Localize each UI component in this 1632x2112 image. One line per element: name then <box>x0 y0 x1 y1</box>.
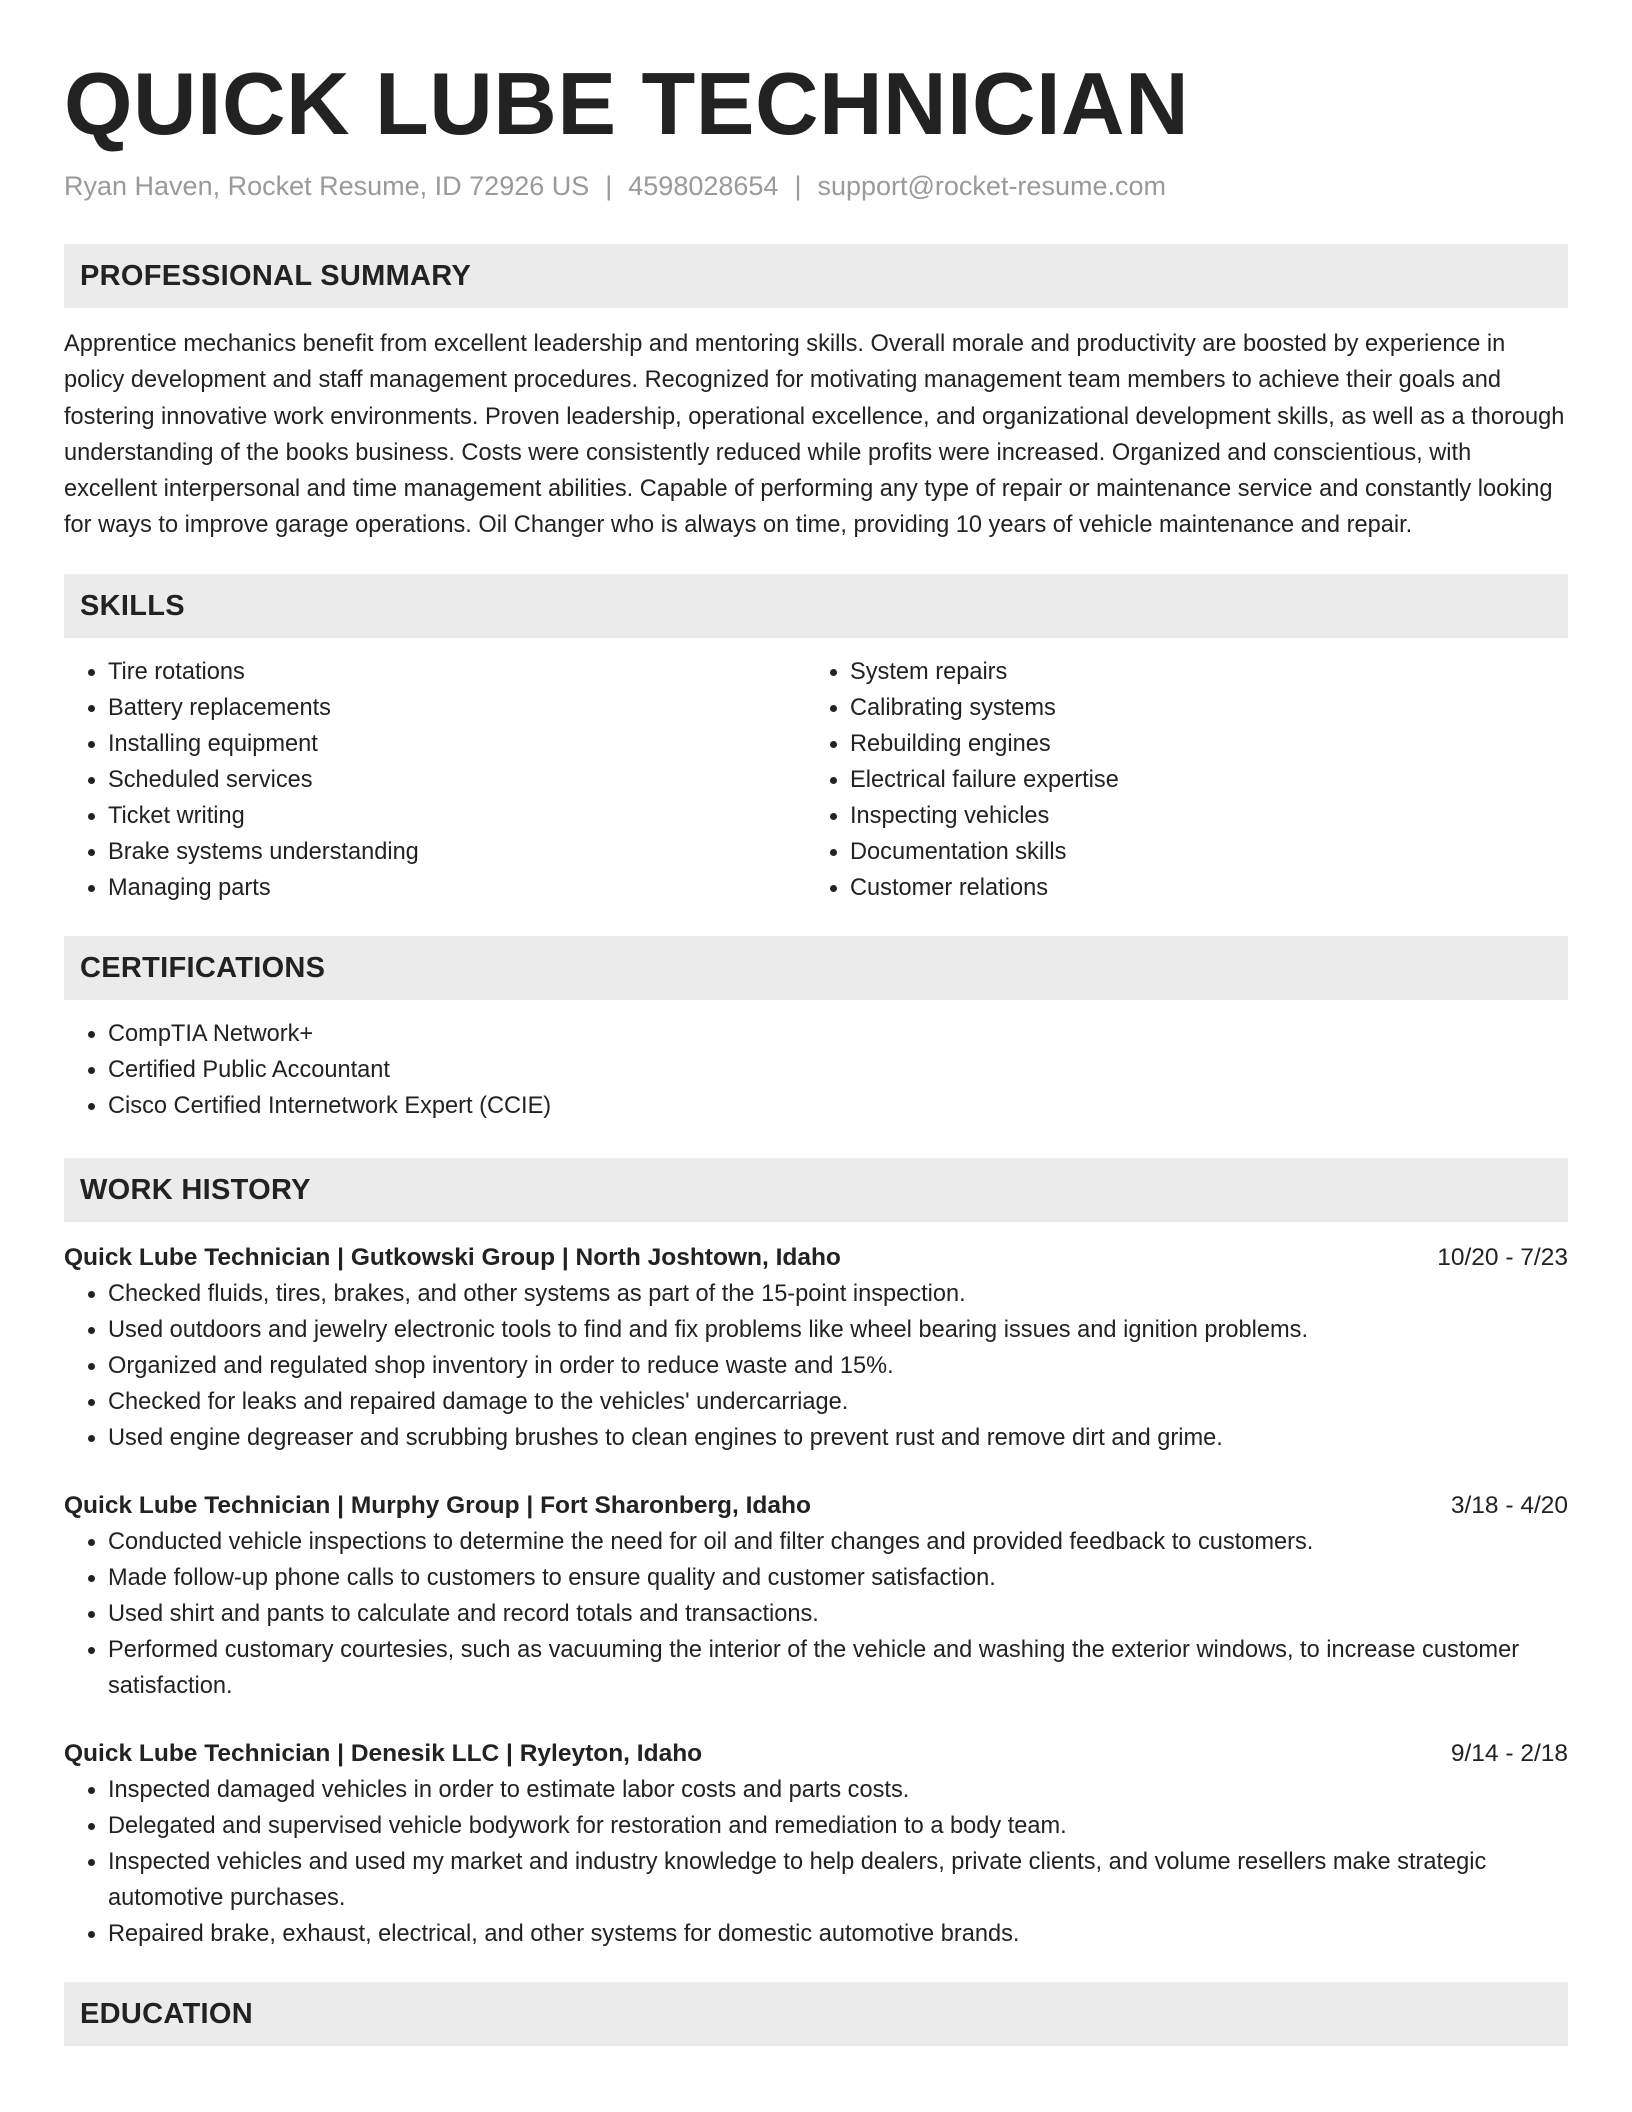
contact-line <box>64 168 1568 204</box>
job-bullet: • Inspected damaged vehicles in order to estimate labor costs and parts costs. <box>108 1772 1568 1808</box>
contact-separator: | <box>794 171 802 201</box>
contact-phone: 4598028654 <box>628 171 779 201</box>
skills-heading: SKILLS <box>64 574 1568 638</box>
work-history-heading: WORK HISTORY <box>64 1158 1568 1222</box>
certifications-heading: CERTIFICATIONS <box>64 936 1568 1000</box>
skill-item: • Managing parts <box>108 870 806 906</box>
skill-item: • System repairs <box>850 654 1548 690</box>
job-bullet: • Delegated and supervised vehicle bodywork for restoration and remediation to a body team. <box>108 1808 1568 1844</box>
job-bullet: • Organized and regulated shop inventory in order to reduce waste and 15%. <box>108 1348 1568 1384</box>
skill-item: • Calibrating systems <box>850 690 1548 726</box>
job-bullet: • Used shirt and pants to calculate and record totals and transactions. <box>108 1596 1568 1632</box>
skill-item: • Inspecting vehicles <box>850 798 1548 834</box>
certification-item: • CompTIA Network+ <box>108 1016 1568 1052</box>
job-title: Quick Lube Technician | Gutkowski Group | North Joshtown, Idaho <box>64 1243 841 1271</box>
education-heading: EDUCATION <box>64 1982 1568 2046</box>
skill-item: • Documentation skills <box>850 834 1548 870</box>
job-header <box>64 1736 1568 1772</box>
job-bullets <box>64 1276 1568 1456</box>
skill-item: • Ticket writing <box>108 798 806 834</box>
summary-heading: PROFESSIONAL SUMMARY <box>64 244 1568 308</box>
job-bullet: • Used outdoors and jewelry electronic tools to find and fix problems like wheel bearing issues and ignition problems. <box>108 1312 1568 1348</box>
job-bullet: • Conducted vehicle inspections to determine the need for oil and filter changes and provided feedback to customers. <box>108 1524 1568 1560</box>
skill-item: • Installing equipment <box>108 726 806 762</box>
job-bullet: • Made follow-up phone calls to customers to ensure quality and customer satisfaction. <box>108 1560 1568 1596</box>
resume-title: QUICK LUBE TECHNICIAN <box>64 54 1190 153</box>
contact-address: Ryan Haven, Rocket Resume, ID 72926 US <box>64 171 590 201</box>
skills-list <box>64 654 1568 906</box>
job-bullet: • Repaired brake, exhaust, electrical, and other systems for domestic automotive brands. <box>108 1916 1568 1952</box>
skill-item: • Rebuilding engines <box>850 726 1548 762</box>
skill-item: • Brake systems understanding <box>108 834 806 870</box>
job-entry <box>64 1240 1568 1456</box>
skill-item: • Customer relations <box>850 870 1548 906</box>
contact-separator: | <box>605 171 613 201</box>
job-title: Quick Lube Technician | Denesik LLC | Ryleyton, Idaho <box>64 1739 703 1767</box>
job-entry <box>64 1736 1568 1952</box>
job-bullet: • Checked for leaks and repaired damage to the vehicles' undercarriage. <box>108 1384 1568 1420</box>
resume-page <box>64 0 1568 2046</box>
certifications-list <box>64 1016 1568 1124</box>
summary-text: Apprentice mechanics benefit from excellent leadership and mentoring skills. Overall morale and productivity are boosted by experience in policy development and staff management procedures. Recognized for motivating management team members to achieve their goals and fostering innovative work environments. Proven leadership, operational excellence, and organizational development skills, as well as a thorough understanding of the books business. Costs were consistently reduced while profits were increased. Organized and conscientious, with excellent interpersonal and time management abilities. Capable of performing any type of repair or maintenance service and constantly looking for ways to improve garage operations. Oil Changer who is always on time, providing 10 years of vehicle maintenance and repair. <box>64 331 1565 539</box>
job-header <box>64 1240 1568 1276</box>
job-bullet: • Checked fluids, tires, brakes, and other systems as part of the 15-point inspection. <box>108 1276 1568 1312</box>
job-title: Quick Lube Technician | Murphy Group | Fort Sharonberg, Idaho <box>64 1491 811 1519</box>
job-dates: 9/14 - 2/18 <box>1450 1739 1568 1767</box>
job-entry <box>64 1488 1568 1704</box>
job-bullet: • Performed customary courtesies, such as vacuuming the interior of the vehicle and washing the exterior windows, to increase customer satisfaction. <box>108 1632 1568 1704</box>
job-bullet: • Used engine degreaser and scrubbing brushes to clean engines to prevent rust and remove dirt and grime. <box>108 1420 1568 1456</box>
job-header <box>64 1488 1568 1524</box>
skills-column-left <box>64 654 806 906</box>
certification-item: • Certified Public Accountant <box>108 1052 1568 1088</box>
job-bullet: • Inspected vehicles and used my market and industry knowledge to help dealers, private clients, and volume resellers make strategic automotive purchases. <box>108 1844 1568 1916</box>
skill-item: • Scheduled services <box>108 762 806 798</box>
job-bullets <box>64 1524 1568 1704</box>
contact-email: support@rocket-resume.com <box>817 171 1166 201</box>
skill-item: • Battery replacements <box>108 690 806 726</box>
skill-item: • Electrical failure expertise <box>850 762 1548 798</box>
job-bullets <box>64 1772 1568 1952</box>
skill-item: • Tire rotations <box>108 654 806 690</box>
certification-item: • Cisco Certified Internetwork Expert (CCIE) <box>108 1088 1568 1124</box>
skills-column-right <box>806 654 1548 906</box>
job-dates: 10/20 - 7/23 <box>1437 1243 1568 1271</box>
job-dates: 3/18 - 4/20 <box>1450 1491 1568 1519</box>
